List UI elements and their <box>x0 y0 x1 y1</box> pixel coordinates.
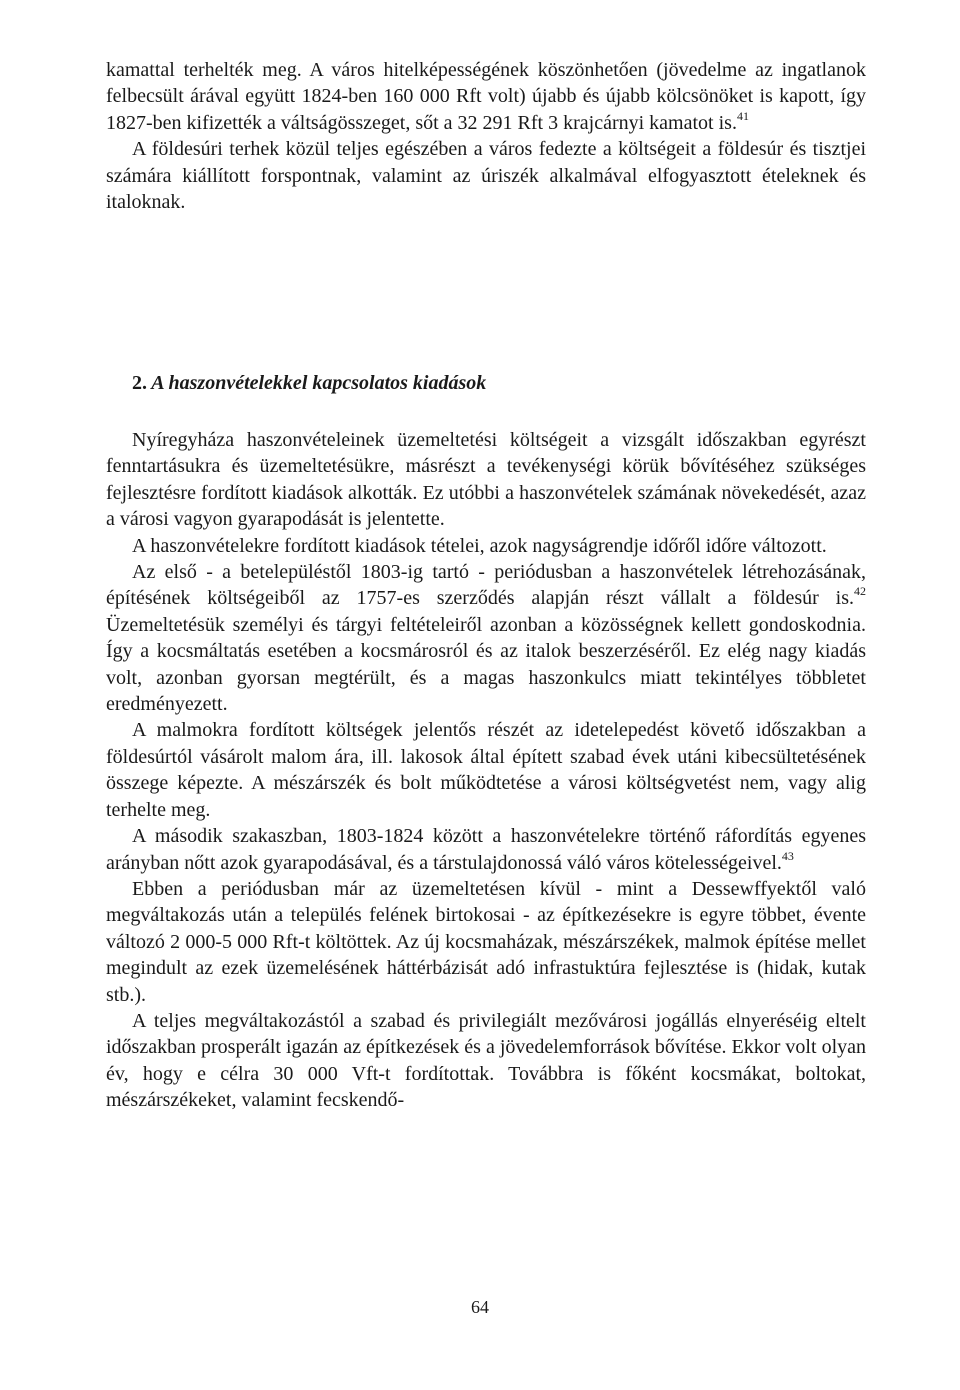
text-block-main <box>106 427 866 1114</box>
paragraph-9 <box>106 1008 866 1114</box>
paragraph-6-text: A malmokra fordított költségek jelentős részét az idetelepedést követő időszakban a földesúrtól vásárolt malom ára, ill. lakosok által épített szabad évek utáni kibecsültetésének összege képezte. A mészárszék és bolt működtetése a városi költségvetést nem, vagy alig terhelte meg. <box>106 719 866 821</box>
paragraph-7-text: A második szakaszban, 1803-1824 között a haszonvételekre történő ráfordítás egyenes arányban nőtt azok gyarapodásával, és a társtulajdonossá váló város kötelességeivel. <box>106 825 866 874</box>
page-number: 64 <box>471 1297 489 1317</box>
paragraph-8-text: Ebben a periódusban már az üzemeltetésen kívül - mint a Dessewffyektől való megváltakozás után a település felének birtokosai - az építkezésekre is egyre többet, évente változó 2 000-5 000 Rft-t költöttek. Az új kocsmaházak, mészárszékek, malmok építése mellet megindult az ezek üzemelésének háttérbázisát adó infrastuktúra fejlesztése is (hidak, kutak stb.). <box>106 877 866 1006</box>
paragraph-9-text: A teljes megváltakozástól a szabad és privilegiált mezővárosi jogállás elnyeréséig eltelt időszakban prosperált igazán az építkezések és a jövedelemforrások bővítése. Ekkor volt olyan év, hogy e célra 30 000 Vft-t fordítottak. Továbbra is főként kocsmákat, boltokat, mészárszékeket, valamint fecskendő- <box>106 1009 866 1112</box>
footnote-ref-42: 42 <box>854 584 866 599</box>
paragraph-1 <box>106 57 866 136</box>
paragraph-1-text: kamattal terhelték meg. A város hitelképességének köszönhetően (jövedelme az ingatlanok felbecsült árával együtt 1824-ben 160 000 Rft volt) újabb és újabb kölcsönöket is kapott, így 1827-ben kifizették a váltságösszeget, sőt a 32 291 Rft 3 krajcárnyi kamatot is. <box>106 59 866 134</box>
section-number: 2. <box>132 372 147 394</box>
paragraph-2-text: A földesúri terhek közül teljes egészében a város fedezte a költségeit a földesúr és tisztjei számára kiállított forspontnak, valamint az úriszék alkalmával elfogyasztott ételeknek és italoknak. <box>106 138 866 214</box>
paragraph-5 <box>106 559 866 717</box>
footnote-ref-41: 41 <box>736 108 749 123</box>
footnote-ref-43: 43 <box>781 848 794 863</box>
text-block-top <box>106 57 866 215</box>
paragraph-6 <box>106 717 866 823</box>
paragraph-8 <box>106 876 866 1008</box>
paragraph-3 <box>106 427 866 533</box>
paragraph-4-text: A haszonvételekre fordított kiadások tételei, azok nagyságrendje időről időre változott. <box>132 534 827 557</box>
paragraph-5-text: Az első - a betelepüléstől 1803-ig tartó - periódusban a haszonvételek létrehozásának, építésének költségeiből az 1757-es szerződés alapján részt vállalt a földesúr is. <box>106 561 866 610</box>
paragraph-4 <box>106 533 866 559</box>
paragraph-5-text-cont: Üzemeltetésük személyi és tárgyi feltételeiről azonban a közösségnek kellett gondoskodnia. Így a kocsmáltatás esetében a kocsmárosról és az italok beszerzéséről. Ez elég nagy kiadás volt, azonban gyorsan megtérült, és a magas haszonkulcs miatt tekintélyes többletet eredményezett. <box>106 613 866 716</box>
section-heading <box>106 370 892 396</box>
paragraph-7 <box>106 823 866 876</box>
section-title: A haszonvételekkel kapcsolatos kiadások <box>151 372 487 394</box>
paragraph-3-text: Nyíregyháza haszonvételeinek üzemeltetési költségeit a vizsgált időszakban egyrészt fenntartásukra és üzemeltetésükre, másrészt a tevékenységi körük bővítéséhez szükséges fejlesztésre fordított kiadások alkották. Ez utóbbi a haszonvételek számának növekedését, azaz a városi vagyon gyarapodását is jelentette. <box>106 429 866 531</box>
paragraph-2 <box>106 136 866 215</box>
